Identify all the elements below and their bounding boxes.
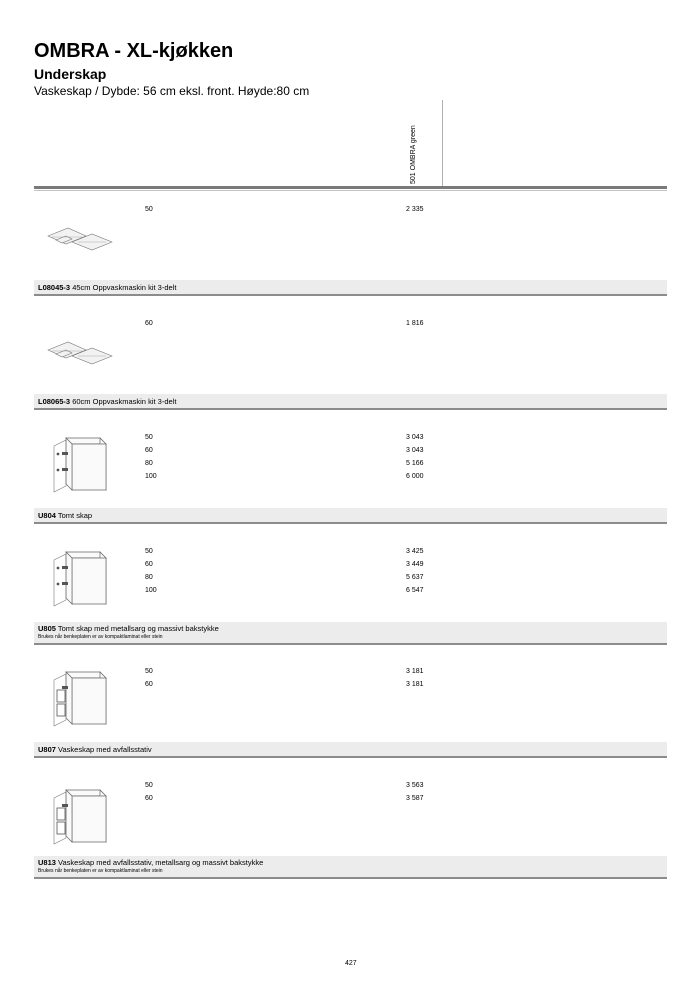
price-column-label: 501 OMBRA green: [410, 125, 417, 184]
price-value: 3 563: [406, 782, 424, 789]
page-number: 427: [345, 960, 357, 967]
price-value: 3 449: [406, 561, 424, 568]
header-divider: [34, 186, 667, 189]
width-value: 50: [145, 434, 153, 441]
width-value: 60: [145, 561, 153, 568]
product-name: Tomt skap med metallsarg og massivt bakstykke: [57, 624, 219, 633]
product-divider: [34, 294, 667, 296]
product-code: U807: [38, 745, 56, 754]
width-value: 80: [145, 574, 153, 581]
product-note: Brukes når benkeplaten er av kompaktlaminat eller stein: [38, 634, 163, 640]
product-block-u805: [34, 542, 667, 652]
base-cabinet-icon: [48, 546, 108, 610]
product-name: 45cm Oppvaskmaskin kit 3-delt: [72, 283, 177, 292]
product-label: [38, 283, 176, 292]
product-label-bar: [34, 856, 667, 877]
product-block-l08045-3: [34, 200, 667, 300]
width-value: 60: [145, 681, 153, 688]
section-title: Underskap: [34, 66, 107, 82]
product-label-bar: [34, 742, 667, 756]
width-value: 50: [145, 548, 153, 555]
width-value: 60: [145, 447, 153, 454]
price-value: 5 166: [406, 460, 424, 467]
price-value: 3 587: [406, 795, 424, 802]
product-divider: [34, 643, 667, 645]
product-label: [38, 745, 152, 754]
price-value: 3 425: [406, 548, 424, 555]
product-code: U813: [38, 858, 56, 867]
sink-cabinet-icon: [48, 666, 108, 730]
product-label: [38, 511, 92, 520]
price-column-header: [395, 100, 443, 188]
price-value: 6 547: [406, 587, 424, 594]
width-value: 80: [145, 460, 153, 467]
header-divider-light: [34, 190, 667, 191]
product-label-bar: [34, 280, 667, 294]
width-value: 60: [145, 795, 153, 802]
width-value: 50: [145, 206, 153, 213]
product-name: Vaskeskap med avfallsstativ, metallsarg og massivt bakstykke: [58, 858, 264, 867]
width-value: 50: [145, 782, 153, 789]
product-code: L08065-3: [38, 397, 71, 406]
product-block-u804: [34, 428, 667, 528]
product-label-bar: [34, 508, 667, 522]
dishwasher-kit-icon: [42, 218, 114, 258]
price-value: 3 043: [406, 434, 424, 441]
price-value: 5 637: [406, 574, 424, 581]
product-code: U805: [38, 624, 56, 633]
page-subtitle: Vaskeskap / Dybde: 56 cm eksl. front. Høyde:80 cm: [34, 84, 310, 98]
base-cabinet-icon: [48, 432, 108, 496]
width-value: 100: [145, 473, 157, 480]
price-value: 3 043: [406, 447, 424, 454]
price-value: 1 816: [406, 320, 424, 327]
page-title: OMBRA - XL-kjøkken: [34, 40, 234, 62]
width-value: 100: [145, 587, 157, 594]
sink-cabinet-icon: [48, 784, 108, 848]
price-value: 3 181: [406, 681, 424, 688]
width-value: 60: [145, 320, 153, 327]
product-name: 60cm Oppvaskmaskin kit 3-delt: [72, 397, 177, 406]
dishwasher-kit-icon: [42, 332, 114, 372]
product-divider: [34, 756, 667, 758]
product-code: L08045-3: [38, 283, 71, 292]
product-note: Brukes når benkeplaten er av kompaktlaminat eller stein: [38, 868, 163, 874]
product-name: Tomt skap: [57, 511, 93, 520]
width-value: 50: [145, 668, 153, 675]
product-divider: [34, 522, 667, 524]
price-value: 2 335: [406, 206, 424, 213]
product-block-u807: [34, 662, 667, 762]
product-label-bar: [34, 622, 667, 643]
price-value: 6 000: [406, 473, 424, 480]
product-divider: [34, 877, 667, 879]
product-label: [38, 624, 219, 633]
product-label: [38, 397, 176, 406]
product-block-l08065-3: [34, 314, 667, 414]
product-divider: [34, 408, 667, 410]
product-block-u813: [34, 776, 667, 886]
product-label-bar: [34, 394, 667, 408]
product-name: Vaskeskap med avfallsstativ: [58, 745, 152, 754]
price-value: 3 181: [406, 668, 424, 675]
product-code: U804: [38, 511, 56, 520]
product-label: [38, 858, 263, 867]
